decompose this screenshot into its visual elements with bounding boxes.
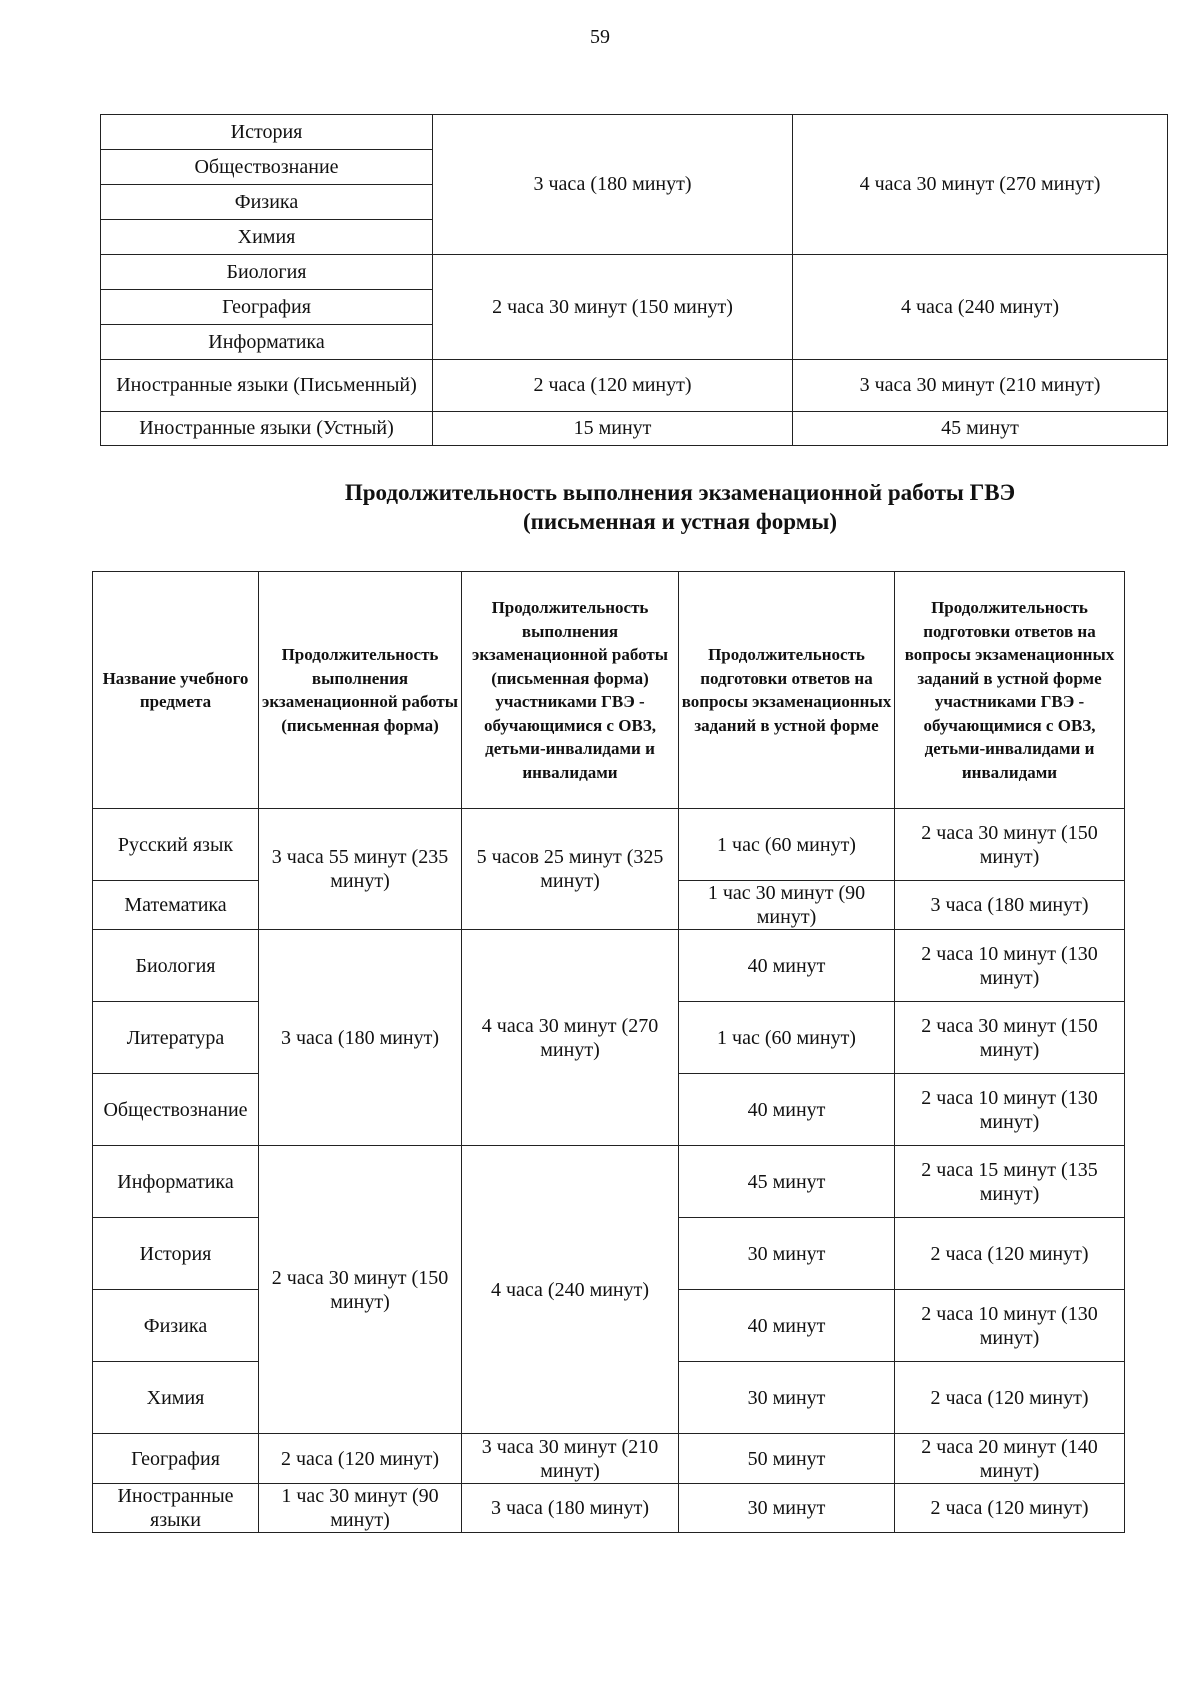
oral-ovz-duration-cell: 2 часа (120 минут) bbox=[895, 1218, 1125, 1290]
oral-duration-cell: 40 минут bbox=[679, 930, 895, 1002]
subject-cell: История bbox=[101, 115, 433, 150]
oral-duration-cell: 1 час 30 минут (90 минут) bbox=[679, 881, 895, 930]
table-row bbox=[101, 255, 1168, 290]
subject-cell: Иностранные языки (Письменный) bbox=[101, 360, 433, 412]
subject-cell: Иностранные языки (Устный) bbox=[101, 412, 433, 446]
written-duration-cell: 2 часа 30 минут (150 минут) bbox=[433, 255, 793, 360]
subject-cell: Информатика bbox=[93, 1146, 259, 1218]
oral-duration-cell: 30 минут bbox=[679, 1484, 895, 1533]
oral-duration-cell: 45 минут bbox=[679, 1146, 895, 1218]
table-row bbox=[93, 1434, 1125, 1484]
oral-ovz-duration-cell: 2 часа 10 минут (130 минут) bbox=[895, 1074, 1125, 1146]
subject-cell: Физика bbox=[101, 185, 433, 220]
oral-ovz-duration-cell: 2 часа (120 минут) bbox=[895, 1362, 1125, 1434]
column-header: Продолжительность подготовки ответов на вопросы экзаменационных заданий в устной форме bbox=[679, 572, 895, 809]
table-row bbox=[101, 412, 1168, 446]
oral-ovz-duration-cell: 2 часа (120 минут) bbox=[895, 1484, 1125, 1533]
oral-duration-cell: 30 минут bbox=[679, 1362, 895, 1434]
subject-cell: История bbox=[93, 1218, 259, 1290]
section-title bbox=[180, 478, 1180, 536]
oral-duration-cell: 40 минут bbox=[679, 1290, 895, 1362]
written-ovz-duration-cell: 4 часа (240 минут) bbox=[462, 1146, 679, 1434]
subject-cell: Информатика bbox=[101, 325, 433, 360]
subject-cell: География bbox=[101, 290, 433, 325]
subject-cell: Литература bbox=[93, 1002, 259, 1074]
ovz-duration-cell: 3 часа 30 минут (210 минут) bbox=[793, 360, 1168, 412]
subject-cell: Физика bbox=[93, 1290, 259, 1362]
table-row bbox=[93, 1146, 1125, 1218]
table-row bbox=[101, 115, 1168, 150]
oral-duration-cell: 40 минут bbox=[679, 1074, 895, 1146]
page-number: 59 bbox=[590, 26, 610, 48]
oral-ovz-duration-cell: 2 часа 30 минут (150 минут) bbox=[895, 809, 1125, 881]
table-row bbox=[93, 1484, 1125, 1533]
subject-cell: Химия bbox=[101, 220, 433, 255]
written-duration-cell: 2 часа 30 минут (150 минут) bbox=[259, 1146, 462, 1434]
written-duration-cell: 3 часа 55 минут (235 минут) bbox=[259, 809, 462, 930]
subject-cell: Обществознание bbox=[93, 1074, 259, 1146]
table-header-row bbox=[93, 572, 1125, 809]
table-row bbox=[93, 930, 1125, 1002]
column-header: Продолжительность выполнения экзаменационной работы (письменная форма) bbox=[259, 572, 462, 809]
oral-duration-cell: 30 минут bbox=[679, 1218, 895, 1290]
table-row bbox=[93, 809, 1125, 881]
subject-cell: Математика bbox=[93, 881, 259, 930]
subject-cell: Обществознание bbox=[101, 150, 433, 185]
oral-ovz-duration-cell: 2 часа 10 минут (130 минут) bbox=[895, 930, 1125, 1002]
oral-ovz-duration-cell: 3 часа (180 минут) bbox=[895, 881, 1125, 930]
oral-duration-cell: 50 минут bbox=[679, 1434, 895, 1484]
column-header: Продолжительность выполнения экзаменационной работы (письменная форма) участниками ГВЭ - обучающимися с ОВЗ, детьми-инвалидами и инвалидами bbox=[462, 572, 679, 809]
subject-cell: Химия bbox=[93, 1362, 259, 1434]
oral-ovz-duration-cell: 2 часа 10 минут (130 минут) bbox=[895, 1290, 1125, 1362]
written-ovz-duration-cell: 4 часа 30 минут (270 минут) bbox=[462, 930, 679, 1146]
ovz-duration-cell: 4 часа 30 минут (270 минут) bbox=[793, 115, 1168, 255]
subject-cell: География bbox=[93, 1434, 259, 1484]
written-duration-cell: 15 минут bbox=[433, 412, 793, 446]
written-ovz-duration-cell: 3 часа (180 минут) bbox=[462, 1484, 679, 1533]
written-duration-cell: 3 часа (180 минут) bbox=[259, 930, 462, 1146]
subject-cell: Иностранные языки bbox=[93, 1484, 259, 1533]
section-title-line: (письменная и устная формы) bbox=[523, 509, 837, 534]
oral-ovz-duration-cell: 2 часа 15 минут (135 минут) bbox=[895, 1146, 1125, 1218]
table-row bbox=[101, 360, 1168, 412]
written-duration-cell: 2 часа (120 минут) bbox=[433, 360, 793, 412]
subject-cell: Биология bbox=[101, 255, 433, 290]
oral-duration-cell: 1 час (60 минут) bbox=[679, 1002, 895, 1074]
duration-table-continued bbox=[100, 114, 1168, 446]
ovz-duration-cell: 45 минут bbox=[793, 412, 1168, 446]
column-header: Продолжительность подготовки ответов на вопросы экзаменационных заданий в устной форме участниками ГВЭ - обучающимися с ОВЗ, детьми-инвалидами и инвалидами bbox=[895, 572, 1125, 809]
gve-duration-table bbox=[92, 571, 1125, 1533]
ovz-duration-cell: 4 часа (240 минут) bbox=[793, 255, 1168, 360]
written-ovz-duration-cell: 5 часов 25 минут (325 минут) bbox=[462, 809, 679, 930]
written-ovz-duration-cell: 3 часа 30 минут (210 минут) bbox=[462, 1434, 679, 1484]
column-header: Название учебного предмета bbox=[93, 572, 259, 809]
written-duration-cell: 1 час 30 минут (90 минут) bbox=[259, 1484, 462, 1533]
written-duration-cell: 2 часа (120 минут) bbox=[259, 1434, 462, 1484]
oral-duration-cell: 1 час (60 минут) bbox=[679, 809, 895, 881]
oral-ovz-duration-cell: 2 часа 20 минут (140 минут) bbox=[895, 1434, 1125, 1484]
subject-cell: Биология bbox=[93, 930, 259, 1002]
written-duration-cell: 3 часа (180 минут) bbox=[433, 115, 793, 255]
section-title-line: Продолжительность выполнения экзаменационной работы ГВЭ bbox=[344, 480, 1016, 505]
subject-cell: Русский язык bbox=[93, 809, 259, 881]
oral-ovz-duration-cell: 2 часа 30 минут (150 минут) bbox=[895, 1002, 1125, 1074]
